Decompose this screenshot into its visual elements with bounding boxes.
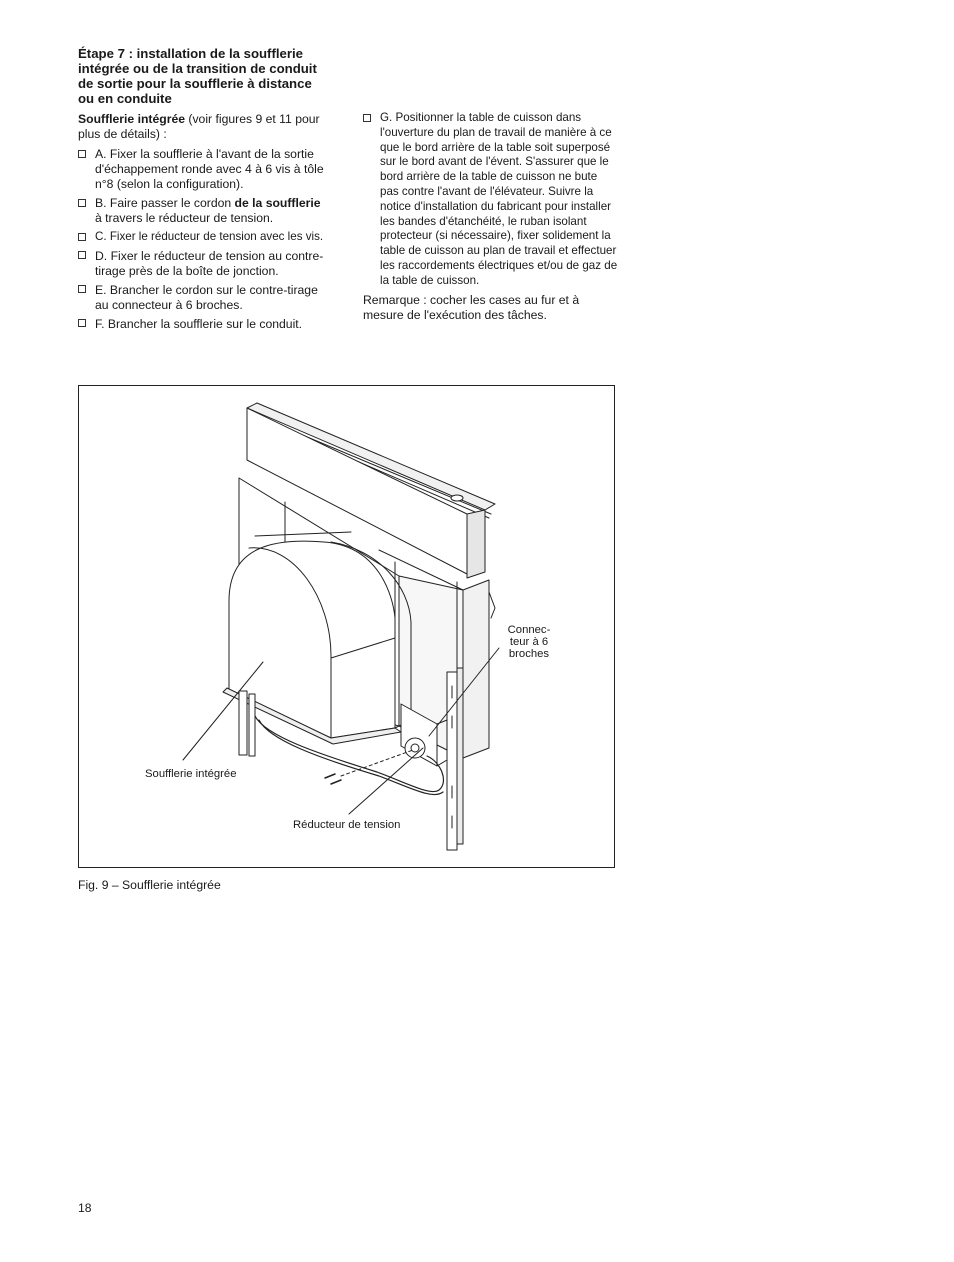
intro-bold: Soufflerie intégrée xyxy=(78,112,186,126)
step-b-bold: de la soufflerie xyxy=(234,196,321,210)
checkbox-icon[interactable] xyxy=(363,114,371,122)
intro-text: (voir figures 9 et 11 pour plus de détails) : xyxy=(78,112,320,141)
checkbox-icon[interactable] xyxy=(78,251,86,259)
step-e-text: E. Brancher le cordon sur le contre-tirage au connecteur à 6 broches. xyxy=(95,282,318,312)
step-d-text: D. Fixer le réducteur de tension au contre-tirage près de la boîte de jonction. xyxy=(95,248,324,278)
figure-caption: Fig. 9 – Soufflerie intégrée xyxy=(78,878,221,892)
remark: Remarque : cocher les cases au fur et à mesure de l'exécution des tâches. xyxy=(363,292,580,322)
checkbox-icon[interactable] xyxy=(78,233,86,241)
figure-frame xyxy=(78,385,615,868)
step-c xyxy=(78,230,328,245)
step-b-text-2: à travers le réducteur de tension. xyxy=(95,211,274,225)
right-column xyxy=(363,111,619,323)
callout-blower: Soufflerie intégrée xyxy=(145,768,237,780)
checkbox-icon[interactable] xyxy=(78,285,86,293)
step-b-text-1: B. Faire passer le cordon xyxy=(95,196,235,210)
step-f xyxy=(78,317,328,332)
checkbox-icon[interactable] xyxy=(78,150,86,158)
checkbox-icon[interactable] xyxy=(78,319,86,327)
step-a-text: A. Fixer la soufflerie à l'avant de la sortie d'échappement ronde avec 4 à 6 vis à tôle n°8 (selon la configuration). xyxy=(95,147,324,191)
checkbox-icon[interactable] xyxy=(78,199,86,207)
step-heading: Étape 7 : installation de la soufflerie intégrée ou de la transition de conduit de sortie pour la soufflerie à distance ou en conduite xyxy=(78,46,317,106)
step-g-text: G. Positionner la table de cuisson dans l'ouverture du plan de travail de manière à ce que le bord arrière de la table soit superposé sur le bord avant de l'évent. S'assurer que le bord arrière de la table de cuisson ne bute pas contre l'avant de l'élévateur. Suivre la notice d'installation du fabricant pour installer les bandes d'étanchéité, le ruban isolant protecteur (si nécessaire), fixer solidement la table de cuisson au plan de travail et effectuer les raccordements électriques et/ou de gaz de la table de cuisson. xyxy=(380,111,618,287)
step-d xyxy=(78,249,328,279)
step-c-text: C. Fixer le réducteur de tension avec les vis. xyxy=(95,230,324,243)
left-column xyxy=(78,46,328,336)
step-e xyxy=(78,283,328,313)
step-f-text: F. Brancher la soufflerie sur le conduit. xyxy=(95,316,303,331)
page-number: 18 xyxy=(78,1201,92,1215)
intro-paragraph xyxy=(78,112,328,142)
step-g xyxy=(363,111,619,289)
callout-connector: Connec- teur à 6 broches xyxy=(507,624,551,660)
step-a xyxy=(78,147,328,192)
step-b xyxy=(78,196,328,226)
callout-strain-relief: Réducteur de tension xyxy=(293,819,401,831)
